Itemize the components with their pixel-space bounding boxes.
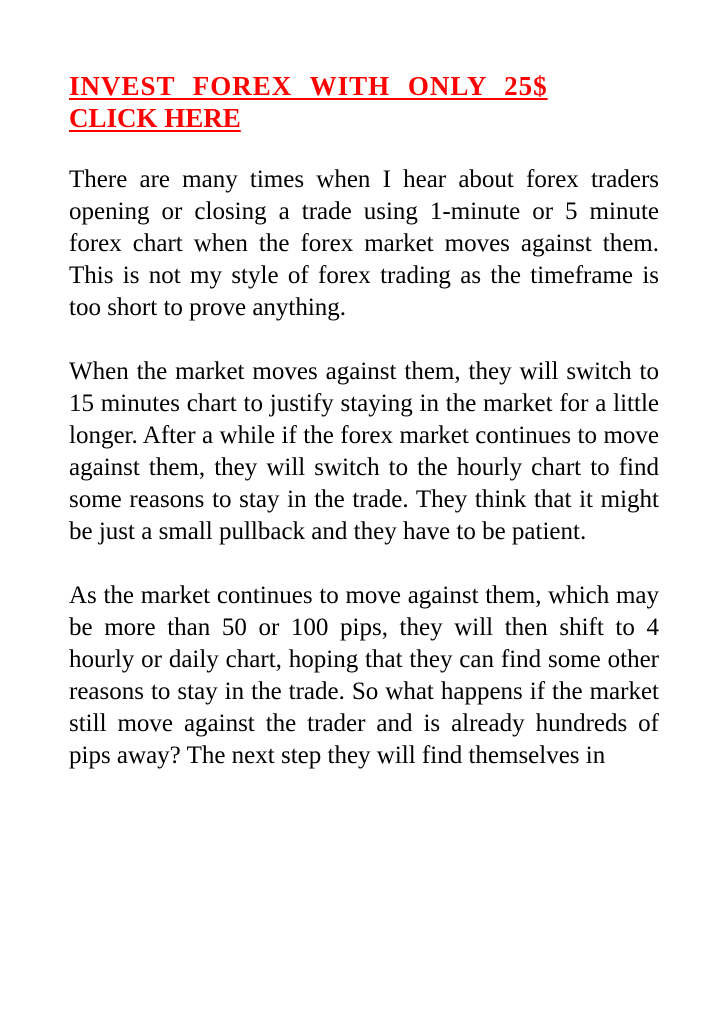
body-paragraph-3: As the market continues to move against them, which may be more than 50 or 100 pips, they will then shift to 4 hourly or daily chart, hoping that they can find some other reasons to stay in the trade. So what happens if the market still move against the trader and is already hundreds of pips away? The next step they will find themselves in xyxy=(69,582,659,769)
body-paragraph-2: When the market moves against them, they will switch to 15 minutes chart to justify staying in the market for a little longer. After a while if the forex market continues to move against them, they will switch to the hourly chart to find some reasons to stay in the trade. They think that it might be just a small pullback and they have to be patient. xyxy=(69,358,659,545)
document-page xyxy=(69,70,659,804)
click-here-link[interactable]: CLICK HERE xyxy=(69,103,241,133)
invest-forex-ad xyxy=(69,70,659,134)
invest-forex-link[interactable]: INVEST FOREX WITH ONLY 25$ xyxy=(69,71,548,101)
body-paragraph-1: There are many times when I hear about forex traders opening or closing a trade using 1-minute or 5 minute forex chart when the forex market moves against them. This is not my style of forex trading as the timeframe is too short to prove anything. xyxy=(69,166,659,321)
